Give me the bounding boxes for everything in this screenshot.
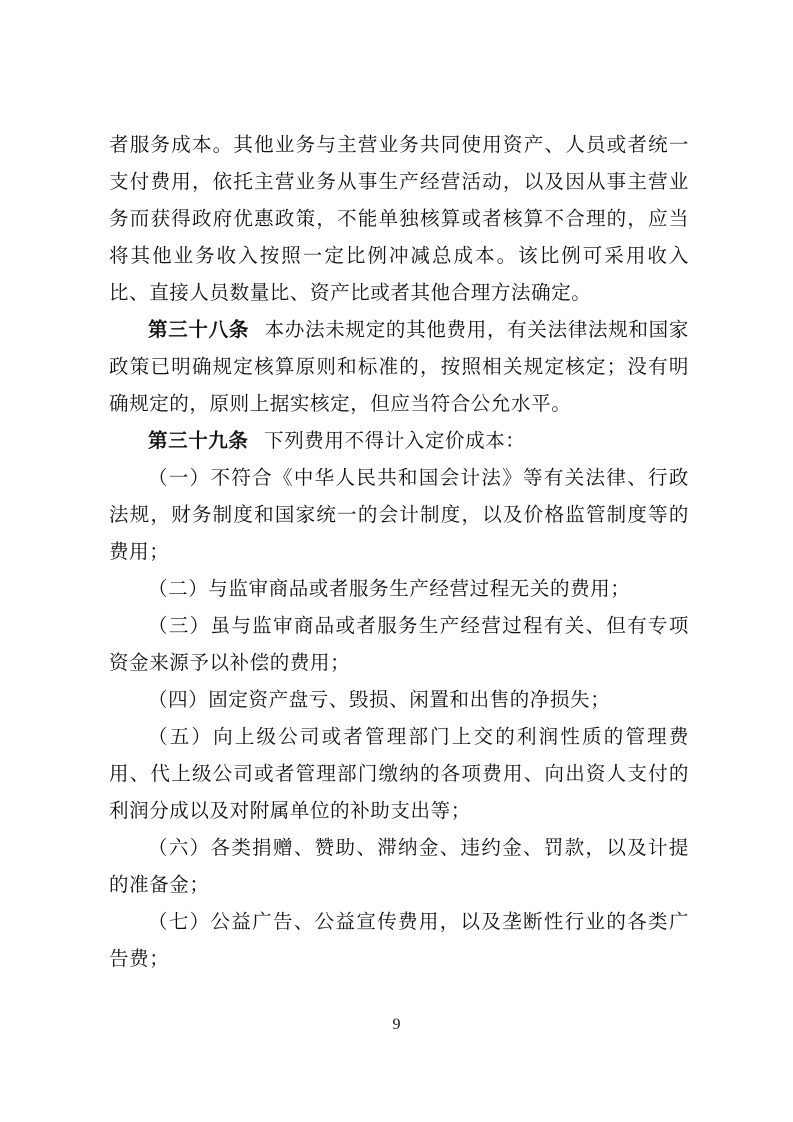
article-38 [109, 311, 689, 422]
paragraph-text: （六）各类捐赠、赞助、滞纳金、违约金、罚款，以及计提的准备金； [109, 836, 689, 896]
list-item-4 [109, 681, 689, 718]
paragraph-text: （二）与监审商品或者服务生产经营过程无关的费用； [148, 577, 631, 600]
paragraph-text: （三）虽与监审商品或者服务生产经营过程有关、但有专项资金来源予以补偿的费用； [109, 614, 689, 674]
paragraph-text: （七）公益广告、公益宣传费用，以及垄断性行业的各类广告费； [109, 910, 689, 970]
list-item-6 [109, 829, 689, 903]
paragraph-text: 本办法未规定的其他费用，有关法律法规和国家政策已明确规定核算原则和标准的，按照相关规定核定；没有明确规定的，原则上据实核定，但应当符合公允水平。 [109, 318, 689, 415]
article-number: 第三十九条 [148, 429, 249, 452]
article-number: 第三十八条 [148, 318, 250, 341]
paragraph-text: （五）向上级公司或者管理部门上交的利润性质的管理费用、代上级公司或者管理部门缴纳的各项费用、向出资人支付的利润分成以及对附属单位的补助支出等； [109, 725, 689, 822]
list-item-1 [109, 459, 689, 570]
paragraph-continued [109, 126, 689, 311]
paragraph-text: 下列费用不得计入定价成本： [264, 429, 526, 452]
list-item-5 [109, 718, 689, 829]
article-39 [109, 422, 689, 459]
list-item-7 [109, 903, 689, 977]
paragraph-text: （一）不符合《中华人民共和国会计法》等有关法律、行政法规，财务制度和国家统一的会计制度，以及价格监管制度等的费用； [109, 466, 689, 563]
document-body [109, 126, 689, 977]
list-item-3 [109, 607, 689, 681]
paragraph-text: 者服务成本。其他业务与主营业务共同使用资产、人员或者统一支付费用，依托主营业务从事生产经营活动，以及因从事主营业务而获得政府优惠政策，不能单独核算或者核算不合理的，应当将其他业务收入按照一定比例冲减总成本。该比例可采用收入比、直接人员数量比、资产比或者其他合理方法确定。 [109, 133, 689, 304]
list-item-2 [109, 570, 689, 607]
page-number: 9 [392, 1016, 401, 1033]
paragraph-text: （四）固定资产盘亏、毁损、闲置和出售的净损失； [148, 688, 611, 711]
